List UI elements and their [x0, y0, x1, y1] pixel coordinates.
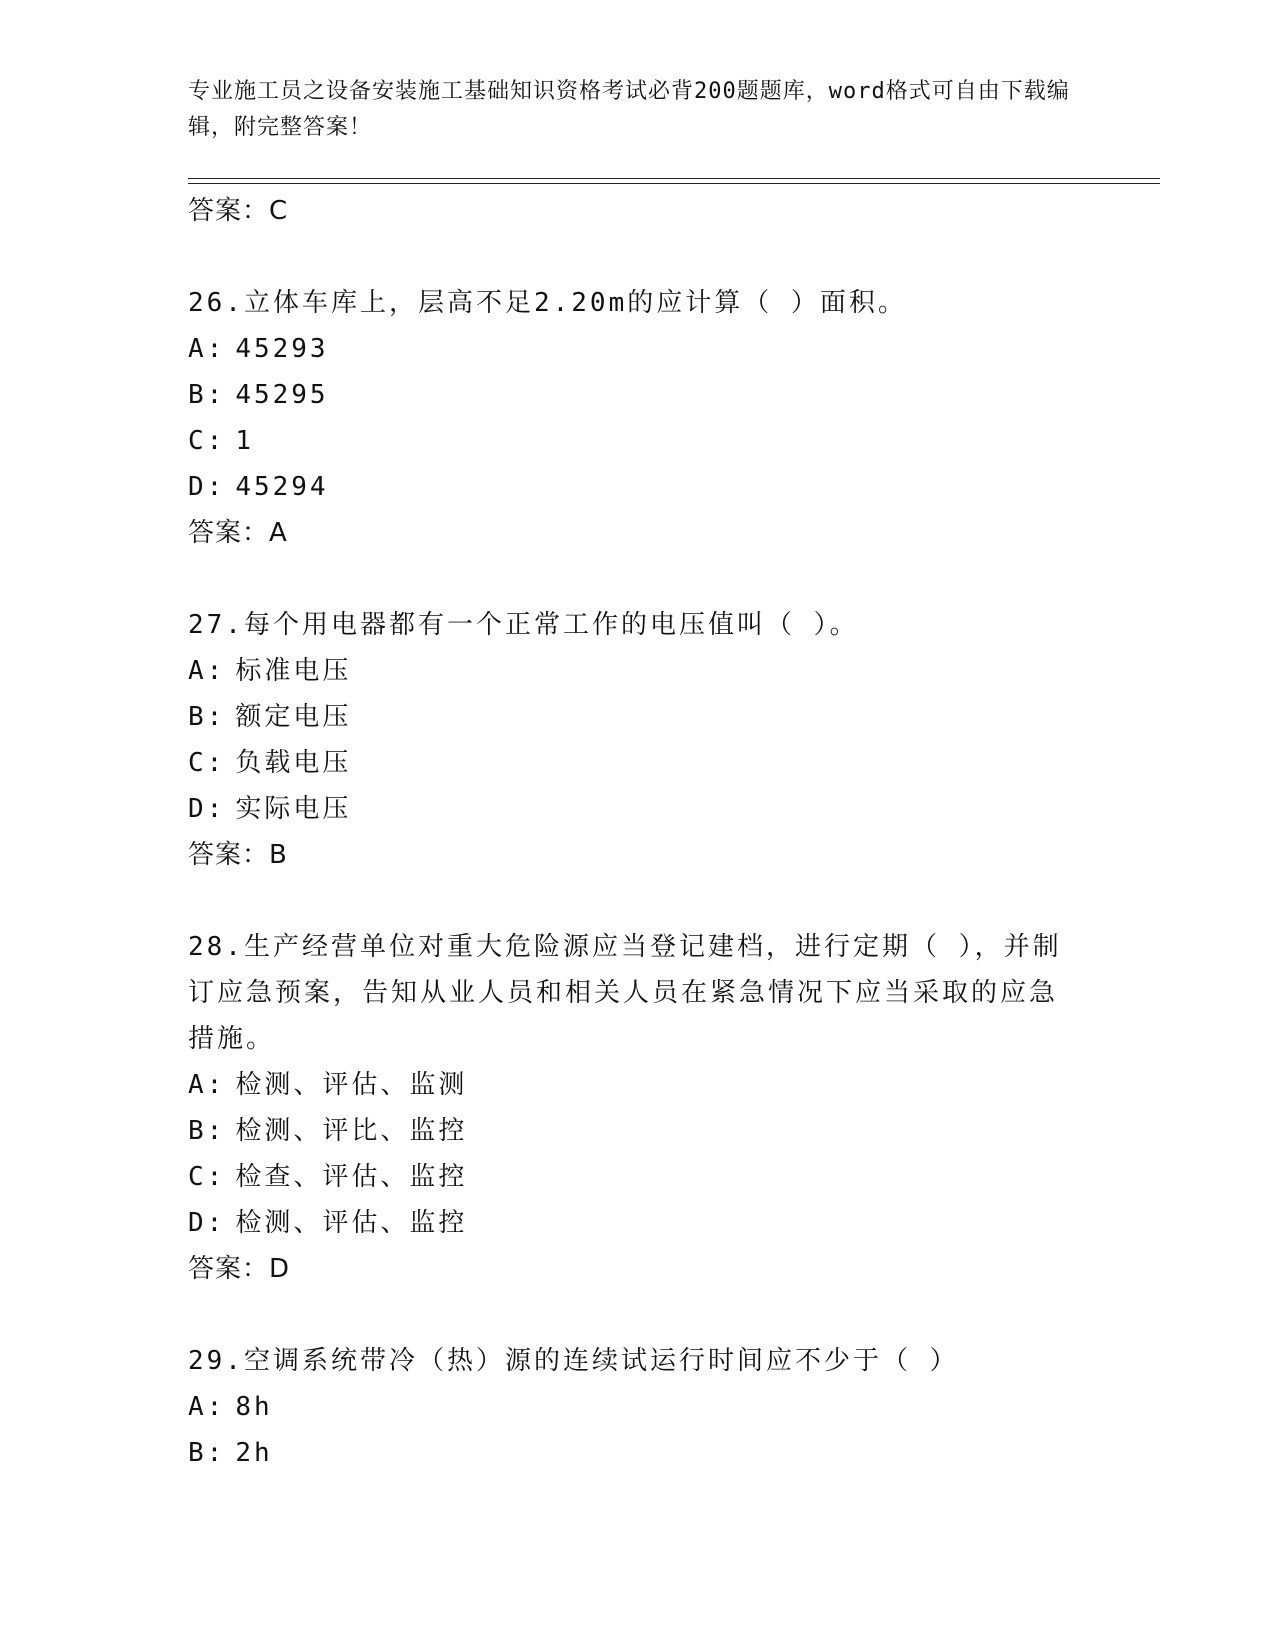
option-a	[188, 1384, 1068, 1430]
option-key: C	[188, 748, 207, 778]
question-stem: 29.空调系统带冷（热）源的连续试运行时间应不少于（ ）	[188, 1346, 959, 1376]
option-separator: :	[206, 426, 226, 456]
option-text: 实际电压	[235, 794, 352, 824]
option-separator: :	[206, 1208, 226, 1238]
option-separator: :	[206, 656, 226, 686]
answer-line: 答案：A	[188, 518, 288, 548]
option-separator: :	[206, 1070, 226, 1100]
option-text: 45294	[235, 472, 329, 502]
spacer	[188, 1292, 1068, 1338]
option-separator: :	[206, 334, 226, 364]
option-b	[188, 1430, 1068, 1476]
option-text: 标准电压	[235, 656, 352, 686]
option-key: D	[188, 794, 207, 824]
option-text: 负载电压	[235, 748, 352, 778]
header-rule-bottom	[188, 183, 1160, 184]
option-text: 1	[235, 426, 254, 456]
option-d	[188, 1200, 1068, 1246]
option-key: C	[188, 1162, 207, 1192]
option-text: 2h	[235, 1438, 273, 1468]
option-text: 45293	[235, 334, 329, 364]
option-c	[188, 418, 1068, 464]
option-key: A	[188, 1392, 207, 1422]
answer-line: 答案：D	[188, 1254, 291, 1284]
option-key: B	[188, 380, 207, 410]
option-c	[188, 1154, 1068, 1200]
option-a	[188, 326, 1068, 372]
question-block	[188, 602, 1068, 878]
option-key: D	[188, 472, 207, 502]
option-separator: :	[206, 1438, 226, 1468]
option-d	[188, 786, 1068, 832]
option-b	[188, 372, 1068, 418]
option-b	[188, 694, 1068, 740]
option-separator: :	[206, 702, 226, 732]
option-key: C	[188, 426, 207, 456]
question-stem: 27.每个用电器都有一个正常工作的电压值叫（ ）。	[188, 610, 859, 640]
option-key: A	[188, 656, 207, 686]
option-text: 8h	[235, 1392, 273, 1422]
answer-line: 答案：B	[188, 840, 288, 870]
option-separator: :	[206, 380, 226, 410]
option-text: 检测、评估、监测	[235, 1070, 468, 1100]
option-b	[188, 1108, 1068, 1154]
option-key: A	[188, 334, 207, 364]
header-rule-top	[188, 178, 1160, 179]
option-a	[188, 648, 1068, 694]
option-key: B	[188, 702, 207, 732]
spacer	[188, 556, 1068, 602]
option-text: 额定电压	[235, 702, 352, 732]
option-separator: :	[206, 1162, 226, 1192]
option-key: B	[188, 1116, 207, 1146]
question-stem: 28.生产经营单位对重大危险源应当登记建档，进行定期（ ），并制订应急预案，告知从业人员和相关人员在紧急情况下应当采取的应急措施。	[188, 932, 1062, 1054]
question-block	[188, 1338, 1068, 1476]
option-separator: :	[206, 1116, 226, 1146]
question-stem: 26.立体车库上，层高不足2.20m的应计算（ ）面积。	[188, 288, 907, 318]
question-list	[188, 188, 1068, 1476]
option-d	[188, 464, 1068, 510]
option-separator: :	[206, 794, 226, 824]
spacer	[188, 234, 1068, 280]
question-block	[188, 280, 1068, 556]
option-text: 45295	[235, 380, 329, 410]
option-c	[188, 740, 1068, 786]
document-header: 专业施工员之设备安装施工基础知识资格考试必背200题题库，word格式可自由下载编辑，附完整答案！	[188, 79, 1070, 140]
question-block	[188, 924, 1068, 1292]
spacer	[188, 878, 1068, 924]
option-a	[188, 1062, 1068, 1108]
option-separator: :	[206, 1392, 226, 1422]
option-text: 检测、评估、监控	[235, 1208, 468, 1238]
option-key: D	[188, 1208, 207, 1238]
option-key: B	[188, 1438, 207, 1468]
option-separator: :	[206, 748, 226, 778]
option-separator: :	[206, 472, 226, 502]
answer-line: 答案：C	[188, 196, 289, 226]
option-key: A	[188, 1070, 207, 1100]
option-text: 检查、评估、监控	[235, 1162, 468, 1192]
option-text: 检测、评比、监控	[235, 1116, 468, 1146]
